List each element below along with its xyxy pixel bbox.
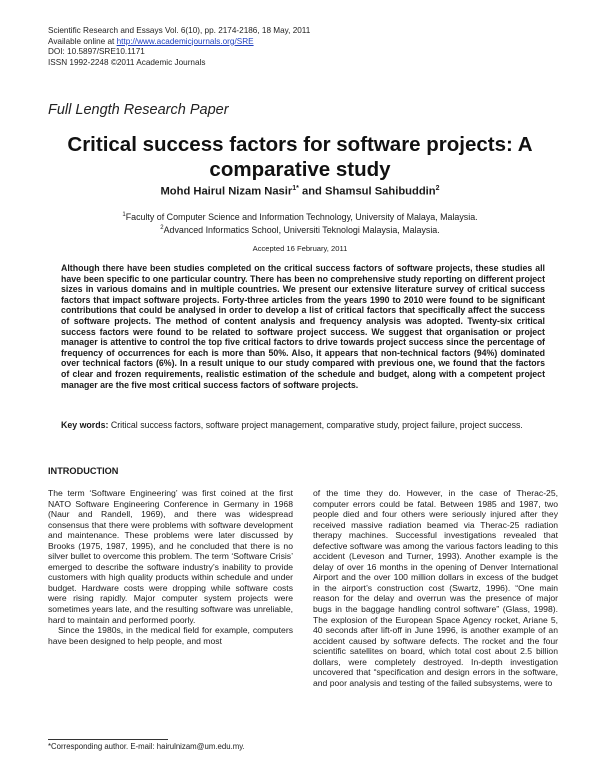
body-column-left xyxy=(48,488,293,646)
title-line-1: Critical success factors for software projects: A xyxy=(67,133,533,156)
intro-paragraph-3: of the time they do. However, in the case of Therac-25, computer errors could be fatal. Between 1985 and 1987, two people died and four others were seriously injured after they received massive radiation beamed via Therac-25 radiation therapy machines. Successful investigations revealed that defective software was among the various factors leading to this accident (Leveson and Turner, 1993). Another example is the delay of over 16 months in the opening of Denver International Airport and the over 100 million dollars in excess of the budget in the airport’s construction cost (Swartz, 1996). “One main reason for the delay and overrun was the presence of major bugs in the baggage handling control software” (Glass, 1998). The explosion of the European Space Agency rocket, Ariane 5, 40 seconds after lift-off in June 1996, is another example of an accident caused by software defects. The rocket and the four scientific satellites on board, which total cost about 2.5 billion dollars, were completely destroyed. In-depth investigation uncovered that “specification and design errors in the software, and poor analysis and testing of the failed subsystems, were to xyxy=(313,488,558,688)
corresponding-author-footnote: *Corresponding author. E-mail: hairulnizam@um.edu.my. xyxy=(48,742,245,751)
availability-line xyxy=(48,37,310,48)
author-2-mark: 2 xyxy=(435,185,440,192)
author-list xyxy=(40,185,560,198)
affiliation-1-mark: 1 xyxy=(122,212,126,218)
affiliation-1 xyxy=(40,210,560,223)
author-1-mark: 1* xyxy=(292,185,299,192)
intro-paragraph-2: Since the 1980s, in the medical field for example, computers have been designed to help people, and most xyxy=(48,625,293,646)
affiliation-2-text: Advanced Informatics School, Universiti Teknologi Malaysia, Malaysia. xyxy=(163,224,440,235)
affiliations xyxy=(40,210,560,236)
keywords-label: Key words: xyxy=(61,420,109,430)
affiliation-1-text: Faculty of Computer Science and Information Technology, University of Malaya, Malaysia. xyxy=(125,211,478,222)
availability-prefix: Available online at xyxy=(48,36,117,46)
body-column-right xyxy=(313,488,558,688)
keywords xyxy=(61,420,545,431)
doi-line: DOI: 10.5897/SRE10.1171 xyxy=(48,47,145,57)
issn-line: ISSN 1992-2248 ©2011 Academic Journals xyxy=(48,57,206,67)
accepted-date: Accepted 16 February, 2011 xyxy=(252,244,348,253)
journal-url-link[interactable]: http://www.academicjournals.org/SRE xyxy=(116,36,254,46)
paper-type: Full Length Research Paper xyxy=(48,102,229,118)
footnote-divider xyxy=(48,739,168,740)
paper-title xyxy=(40,132,560,182)
title-line-2: comparative study xyxy=(209,158,391,181)
affiliation-2 xyxy=(40,223,560,236)
keywords-text: Critical success factors, software project management, comparative study, project failure, project success. xyxy=(108,420,523,430)
intro-paragraph-1: The term ‘Software Engineering’ was first coined at the first NATO Software Engineering Conference in Germany in 1968 (Naur and Randell, 1969), and there was widespread consensus that there were problems with software development and maintenance. These problems were later discussed by Brooks (1975, 1987, 1995), and he concluded that there is no silver bullet to overcome this problem. The term ‘Software Crisis’ emerged to describe the software industry’s inability to provide customers with high quality products within schedule and under budget. Hardware costs were dropping while software costs were rising rapidly. Major computer system projects were sometimes years late, and the resulting software was unreliable, hard to maintain and performed poorly. xyxy=(48,488,293,625)
abstract: Although there have been studies completed on the critical success factors of software projects, these studies all have been specific to one particular country. There has been no comprehensive study reporting on different project sizes in various domains and in multiple countries. We present our extensive literature survey of critical success factors that impact software projects. Forty-three articles from the years 1990 to 2010 were found to be significant contributions that could be analysed in order to develop a list of critical factors that specifically affect the success of software projects. The method of content analysis and frequency analysis was adopted. Twenty-six critical success factors were found to be related to software project success. We suggest that organisation or project manager is attentive to control the top five critical factors to drive towards project success since the percentage of frequency of occurrences for each is more than 50%. Also, it appears that non-technical factors (94%) dominated over technical factors (6%). In a result unique to our study compared with previous one, we found that the factors of clear and frozen requirements, realistic estimation of the schedule and budget, along with a competent project manager are the five most critical success factors of software projects. xyxy=(61,263,545,390)
journal-header xyxy=(48,26,310,68)
journal-citation: Scientific Research and Essays Vol. 6(10), pp. 2174-2186, 18 May, 2011 xyxy=(48,26,311,35)
author-joiner: and xyxy=(298,185,325,198)
author-2: Shamsul Sahibuddin xyxy=(324,185,436,198)
affiliation-2-mark: 2 xyxy=(160,224,164,231)
introduction-heading: INTRODUCTION xyxy=(48,466,119,476)
author-1: Mohd Hairul Nizam Nasir xyxy=(160,185,293,198)
